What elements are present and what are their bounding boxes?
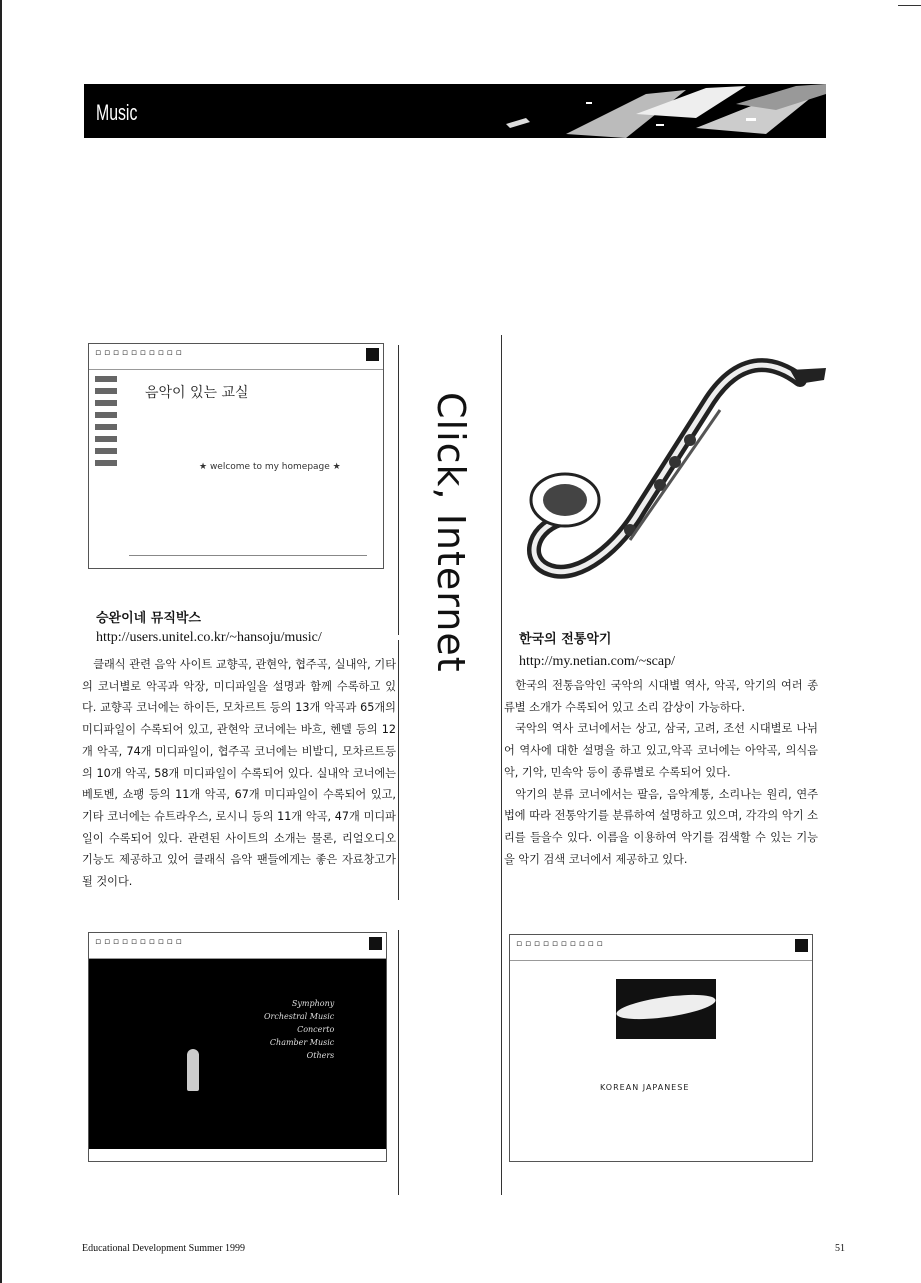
- article-2-paragraph: 악기의 분류 코너에서는 팔음, 음악계통, 소리나는 원리, 연주법에 따라 전통악기를 분류하여 설명하고 있으며, 각각의 악기 소리를 들을수 있다. 이름을 이용하여 악기를 검색할 수 있는 기능을 악기 검색 코너에서 제공하고 있다.: [504, 787, 818, 866]
- performer-silhouette: [187, 1049, 199, 1091]
- website-screenshot-music-classroom: [88, 343, 384, 569]
- website-screenshot-classical-menu: [88, 932, 387, 1162]
- browser-toolbar: [510, 935, 812, 961]
- article-1-url: http://users.unitel.co.kr/~hansoju/music/: [96, 630, 322, 645]
- column-rule: [398, 930, 399, 1195]
- language-links: KOREAN JAPANESE: [600, 1083, 690, 1092]
- article-2-body: [504, 675, 818, 870]
- site-sidebar: [95, 376, 135, 496]
- vertical-heading-text: Click, Internet: [429, 392, 473, 673]
- browser-logo-icon: [795, 939, 808, 952]
- banner-instrument-image: [446, 84, 826, 138]
- page-edge-left: [0, 0, 2, 1283]
- site-welcome-text: ★ welcome to my homepage ★: [199, 462, 341, 472]
- banner-title: Music: [96, 100, 138, 125]
- article-2-title: 한국의 전통악기: [519, 632, 612, 647]
- menu-item: Concerto: [297, 1025, 335, 1034]
- article-1-title: 승완이네 뮤직박스: [96, 611, 201, 626]
- browser-toolbar: [89, 933, 386, 959]
- article-1-paragraph: 클래식 관련 음악 사이트 교향곡, 관현악, 협주곡, 실내악, 기타의 코너별로 악곡과 악장, 미디파일을 설명과 함께 수록하고 있다. 교향곡 코너에는 하이든, 모차르트 등의 13개 악곡과 65개의 미디파일이 수록되어 있고, 관현악 코너에는 바흐, 헨델 등의 12개 악곡, 74개 미디파일이, 협주곡 코너에는 비발디, 모차르트등의 10개 악곡, 58개 미디파일이 수록되어 있다. 실내악 코너에는 베토벤, 쇼팽 등의 11개 악곡, 67개 미디파일이 수록되어 있고, 기타 코너에는 슈트라우스, 로시니 등의 11개 악곡, 47개 미디파일이 수록되어 있다. 관련된 사이트의 소개는 물론, 리얼오디오 기능도 제공하고 있어 클래식 음악 팬들에게는 좋은 자료창고가 될 것이다.: [82, 658, 396, 889]
- toolbar-icons: ▫ ▫ ▫ ▫ ▫ ▫ ▫ ▫ ▫ ▫: [95, 348, 182, 358]
- menu-item: Orchestral Music: [264, 1012, 335, 1021]
- article-2-paragraph: 한국의 전통음악인 국악의 시대별 역사, 악곡, 악기의 여러 종류별 소개가 수록되어 있고 소리 감상이 가능하다.: [504, 679, 818, 714]
- menu-item: Others: [306, 1051, 335, 1060]
- dark-site-panel: [89, 959, 386, 1149]
- browser-toolbar: [89, 344, 383, 370]
- wave-decoration: [615, 990, 717, 1024]
- toolbar-icons: ▫ ▫ ▫ ▫ ▫ ▫ ▫ ▫ ▫ ▫: [516, 939, 603, 949]
- article-2-url: http://my.netian.com/~scap/: [519, 654, 675, 669]
- column-rule: [501, 335, 502, 1195]
- saxophone-image: [510, 340, 828, 608]
- site-banner-card: [616, 979, 716, 1039]
- vertical-heading: [425, 392, 473, 673]
- website-screenshot-traditional-instruments: [509, 934, 813, 1162]
- article-1-body: [82, 654, 396, 893]
- menu-item: Chamber Music: [269, 1038, 335, 1047]
- page-edge-top: [898, 5, 921, 6]
- toolbar-icons: ▫ ▫ ▫ ▫ ▫ ▫ ▫ ▫ ▫ ▫: [95, 937, 182, 947]
- site-heading: 음악이 있는 교실: [145, 385, 249, 401]
- column-rule: [398, 640, 399, 900]
- footer-publication: Educational Development Summer 1999: [82, 1243, 246, 1254]
- site-footer-line: [129, 555, 367, 556]
- site-menu: [264, 997, 334, 1062]
- article-2-paragraph: 국악의 역사 코너에서는 상고, 삼국, 고려, 조선 시대별로 나뉘어 역사에 대한 설명을 하고 있고,악곡 코너에는 아악곡, 의식음악, 기악, 민속악 등이 종류별로 수록되어 있다.: [504, 722, 818, 779]
- browser-logo-icon: [366, 348, 379, 361]
- music-banner: [84, 84, 826, 138]
- column-rule: [398, 345, 399, 635]
- footer-page-number: 51: [835, 1243, 845, 1254]
- menu-item: Symphony: [291, 999, 335, 1008]
- browser-logo-icon: [369, 937, 382, 950]
